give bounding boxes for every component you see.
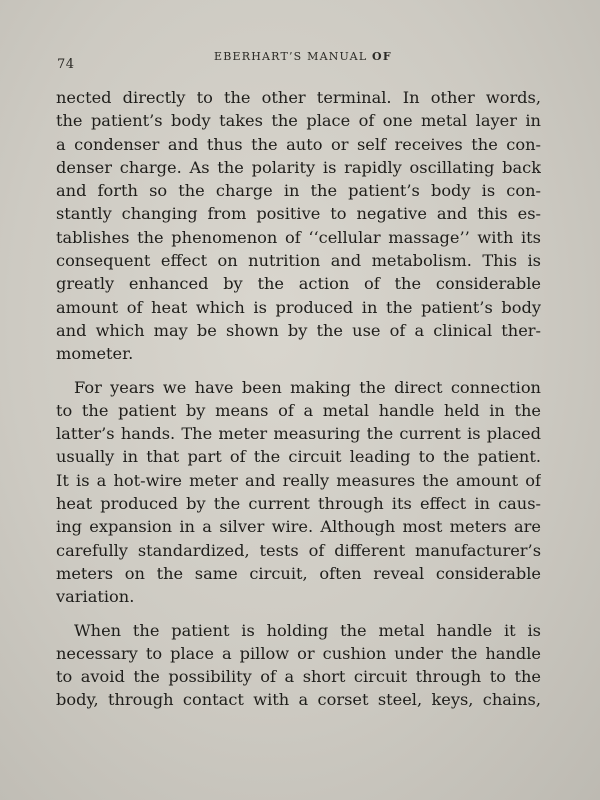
text-line: When the patient is holding the metal handle it is xyxy=(74,620,541,640)
text-line: to avoid the possibility of a short circuit through to the xyxy=(56,667,541,687)
paragraph-3 xyxy=(56,619,541,712)
text-line: stantly changing from positive to negative and this es- xyxy=(56,204,541,224)
running-head xyxy=(214,50,392,63)
text-line: usually in that part of the circuit leading to the patient. xyxy=(56,447,541,467)
text-line: amount of heat which is produced in the patient’s body xyxy=(56,297,541,317)
text-line: consequent effect on nutrition and metabolism. This is xyxy=(56,251,541,271)
text-line: denser charge. As the polarity is rapidly oscillating back xyxy=(56,157,541,177)
text-line: and forth so the charge in the patient’s body is con- xyxy=(56,181,541,201)
text-line: a condenser and thus the auto or self receives the con- xyxy=(56,134,541,154)
paragraph-2 xyxy=(56,376,541,609)
text-line: the patient’s body takes the place of one metal layer in xyxy=(56,111,541,131)
paragraph-1 xyxy=(56,86,541,366)
text-line: necessary to place a pillow or cushion under the handle xyxy=(56,643,541,663)
text-line: ing expansion in a silver wire. Although most meters are xyxy=(56,517,541,537)
paragraph-gap xyxy=(56,609,541,619)
running-head-end: OF xyxy=(372,50,392,63)
text-line: meters on the same circuit, often reveal considerable xyxy=(56,563,541,583)
running-head-title: EBERHART’S MANUAL xyxy=(214,50,368,63)
text-line: variation. xyxy=(56,587,135,607)
text-line: For years we have been making the direct connection xyxy=(74,377,541,397)
text-line: nected directly to the other terminal. In other words, xyxy=(56,88,541,107)
text-line: It is a hot-wire meter and really measures the amount of xyxy=(56,470,541,490)
text-line: latter’s hands. The meter measuring the current is placed xyxy=(56,424,541,444)
paragraph-gap xyxy=(56,366,541,376)
text-line: greatly enhanced by the action of the considerable xyxy=(56,274,541,294)
body-text xyxy=(56,86,541,712)
text-line: to the patient by means of a metal handle held in the xyxy=(56,400,541,420)
text-line: heat produced by the current through its effect in caus- xyxy=(56,494,541,514)
text-line: and which may be shown by the use of a clinical ther- xyxy=(56,320,541,340)
page-number: 74 xyxy=(57,57,75,72)
text-line: tablishes the phenomenon of ‘‘cellular massage’’ with its xyxy=(56,227,541,247)
text-line: mometer. xyxy=(56,344,134,364)
text-line: carefully standardized, tests of different manufacturer’s xyxy=(56,540,541,560)
text-line: body, through contact with a corset steel, keys, chains, xyxy=(56,690,541,710)
